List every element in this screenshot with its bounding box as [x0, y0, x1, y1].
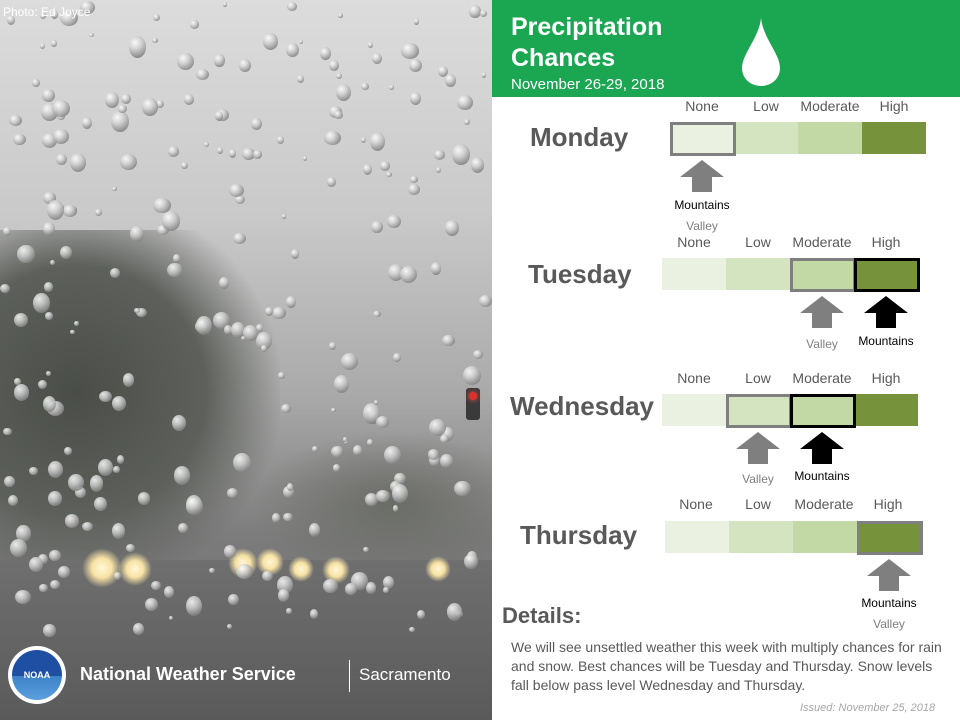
raindrop: [331, 446, 343, 457]
raindrop: [387, 215, 400, 228]
raindrop: [366, 582, 375, 593]
raindrop: [181, 162, 188, 169]
raindrop: [58, 566, 69, 578]
raindrop: [464, 119, 470, 125]
level-label: Moderate: [794, 496, 854, 512]
raindrop: [368, 42, 373, 48]
raindrop: [138, 492, 150, 504]
raindrop: [219, 277, 229, 289]
raindrop: [251, 118, 262, 130]
raindrop: [145, 598, 158, 611]
raindrop: [227, 488, 238, 498]
day-name: Tuesday: [528, 259, 632, 289]
raindrop: [111, 111, 129, 132]
raindrop: [133, 623, 144, 635]
page-title: Precipitation Chances: [511, 13, 663, 72]
raindrop: [229, 184, 244, 197]
raindrop: [464, 554, 478, 569]
raindrop: [118, 105, 127, 114]
area-label-valley: Valley: [873, 617, 905, 631]
raindrop: [47, 200, 64, 220]
raindrop: [431, 262, 441, 275]
raindrop: [361, 83, 369, 90]
raindrop: [386, 172, 392, 178]
road-blur: [0, 560, 492, 720]
raindrop: [480, 10, 487, 18]
raindrop: [367, 439, 373, 446]
raindrop: [353, 445, 363, 456]
raindrop: [0, 284, 10, 293]
area-label-mountains: Mountains: [858, 334, 914, 348]
raindrop: [196, 69, 209, 80]
raindrop: [440, 435, 448, 443]
raindrop: [129, 36, 147, 58]
raindrop: [10, 539, 28, 557]
raindrop: [414, 18, 420, 25]
raindrop: [299, 40, 303, 44]
raindrop: [65, 514, 79, 527]
raindrop: [153, 14, 160, 21]
raindrop: [434, 150, 445, 160]
raindrop: [282, 214, 286, 218]
level-cell-moderate: [798, 122, 862, 154]
raindrop: [376, 416, 389, 428]
level-cell-low: [729, 521, 793, 553]
raindrop: [204, 142, 209, 148]
raindrop: [278, 372, 284, 379]
raindrop: [38, 380, 47, 389]
raindrop: [184, 94, 195, 105]
raindrop: [463, 366, 481, 384]
raindrop: [64, 447, 72, 456]
raindrop: [410, 176, 418, 183]
raindrop: [389, 85, 394, 90]
raindrop: [126, 544, 135, 552]
raindrop: [239, 59, 251, 73]
raindrop: [153, 198, 170, 213]
level-cell-none: [662, 394, 726, 426]
noaa-logo: [8, 646, 66, 704]
raindrop: [9, 115, 22, 126]
traffic-light: [466, 388, 480, 420]
raindrop: [215, 111, 223, 121]
raindrop: [393, 353, 401, 362]
level-label: Moderate: [800, 98, 860, 114]
raindrop: [190, 20, 200, 29]
raindrop: [48, 491, 62, 506]
day-name: Thursday: [520, 520, 638, 550]
raindrop: [442, 335, 455, 347]
raindrop: [214, 54, 224, 66]
raindrop: [217, 147, 223, 155]
level-label: Low: [745, 370, 771, 386]
raindrop: [454, 481, 471, 497]
raindrop: [82, 522, 93, 531]
raindrop: [13, 134, 26, 145]
raindrop: [334, 375, 350, 393]
level-label: High: [879, 98, 909, 114]
raindrop: [243, 325, 258, 341]
up-arrow-icon: [800, 296, 844, 328]
raindrop: [363, 164, 372, 175]
raindrop: [49, 550, 60, 561]
selected-level-box: [790, 258, 856, 292]
raindrop: [209, 568, 215, 574]
raindrop: [380, 161, 391, 171]
raindrop: [262, 571, 272, 581]
raindrop: [29, 467, 38, 474]
raindrop: [383, 587, 389, 592]
raindrop: [90, 475, 103, 491]
raindrop: [410, 92, 422, 106]
raindrop: [440, 454, 452, 468]
raindrop: [117, 455, 124, 464]
raindrop: [186, 495, 202, 514]
selected-level-box: [854, 258, 920, 292]
raindrop: [43, 222, 54, 236]
area-label-mountains: Mountains: [794, 469, 850, 483]
raindrop: [233, 453, 251, 472]
level-label: High: [871, 370, 901, 386]
raindrop: [370, 132, 386, 151]
raindrop: [151, 581, 160, 590]
car-light: [425, 556, 451, 582]
raindrop: [471, 157, 485, 173]
raindrop: [333, 464, 340, 471]
raindrop: [177, 53, 193, 70]
raindrop: [178, 523, 188, 533]
raindrop: [287, 2, 297, 11]
raindrop: [120, 154, 136, 170]
raindrop: [95, 209, 102, 216]
raindrop: [327, 177, 337, 188]
raindrop: [361, 137, 366, 143]
raindrop: [371, 221, 383, 233]
raindrop: [46, 371, 51, 376]
agency-name: National Weather Service: [80, 664, 296, 684]
raindrop: [265, 307, 273, 316]
level-label: Moderate: [792, 234, 852, 250]
up-arrow-icon: [800, 432, 844, 464]
raindrop: [445, 220, 459, 235]
raindrop: [310, 609, 318, 619]
raindrop: [372, 53, 382, 64]
raindrop: [324, 131, 340, 145]
raindrop: [401, 43, 419, 59]
up-arrow-icon: [867, 559, 911, 591]
raindrop: [110, 268, 120, 278]
raindrop: [336, 84, 351, 101]
raindrop: [312, 446, 318, 452]
issued-date: Issued: November 25, 2018: [800, 702, 936, 714]
raindrop: [297, 75, 304, 83]
raindrop: [329, 342, 336, 350]
area-label-valley: Valley: [742, 472, 774, 486]
up-arrow-icon: [864, 296, 908, 328]
raindrop: [3, 428, 11, 436]
raindrop: [223, 2, 227, 6]
raindrop: [196, 316, 212, 335]
raindrop: [33, 293, 50, 313]
raindrop: [17, 245, 34, 263]
level-cell-none: [662, 258, 726, 290]
raindrop: [374, 400, 378, 404]
raindrop: [52, 100, 70, 117]
raindrop: [345, 583, 357, 594]
raindrop: [82, 117, 92, 129]
raindrop: [167, 263, 183, 277]
raindrop: [320, 47, 330, 60]
level-cell-high: [854, 394, 918, 426]
raindrop: [51, 40, 57, 47]
raindrop: [114, 572, 121, 580]
raindrop: [417, 610, 425, 619]
raindrop: [70, 153, 87, 172]
up-arrow-icon: [680, 160, 724, 192]
raindrop: [112, 187, 117, 192]
selected-level-box: [726, 394, 792, 428]
area-label-mountains: Mountains: [861, 596, 917, 610]
raindrop: [174, 466, 190, 484]
level-label: None: [677, 234, 711, 250]
raindrop: [303, 156, 307, 161]
level-cell-low: [734, 122, 798, 154]
raindrop: [452, 144, 470, 164]
raindrop: [43, 624, 55, 637]
raindrop: [263, 33, 278, 50]
raindrop: [331, 408, 336, 413]
raindrop: [168, 146, 180, 157]
level-cell-low: [726, 258, 790, 290]
raindrop: [63, 205, 77, 217]
level-cell-none: [665, 521, 729, 553]
raindrop: [98, 459, 113, 476]
level-label: High: [871, 234, 901, 250]
noaa-logo-text: NOAA: [23, 670, 51, 680]
up-arrow-icon: [736, 432, 780, 464]
level-label: Low: [745, 496, 771, 512]
raindrop: [123, 373, 135, 387]
car-light: [288, 556, 314, 582]
date-range: November 26-29, 2018: [511, 76, 665, 93]
raindrop: [482, 72, 487, 77]
raindrop: [32, 79, 39, 87]
raindrop: [112, 523, 125, 539]
car-light: [118, 552, 152, 586]
raindrop: [469, 5, 480, 19]
raindrop: [338, 13, 342, 17]
raindrop: [70, 330, 74, 334]
raindrop: [272, 307, 285, 319]
raindrop: [14, 384, 30, 401]
raindrop: [53, 129, 69, 144]
raindrop: [253, 150, 262, 158]
area-label-valley: Valley: [686, 219, 718, 233]
raindrop: [281, 404, 291, 413]
raindrop: [40, 43, 45, 49]
details-text: We will see unsettled weather this week with multiply chances for rain and snow. Best chances will be Tuesday and Thursday. Snow levels fall below pass level Wednesday and Thursday.: [511, 639, 942, 693]
raindrop: [373, 311, 381, 318]
raindrop: [56, 154, 67, 166]
level-cell-moderate: [793, 521, 857, 553]
raindrop: [162, 211, 179, 230]
raindrop: [334, 111, 343, 119]
trees-blur: [0, 230, 280, 590]
area-label-mountains: Mountains: [674, 198, 730, 212]
raindrop: [336, 73, 342, 79]
raindrop: [44, 282, 53, 292]
footer-divider: [349, 660, 350, 692]
selected-level-box: [790, 394, 856, 428]
raindrop: [278, 589, 289, 602]
raindrop: [400, 266, 417, 283]
day-name: Monday: [530, 122, 629, 152]
raindrop: [15, 590, 31, 604]
level-label: None: [685, 98, 719, 114]
raindrop: [152, 38, 158, 43]
raindrop: [39, 584, 48, 593]
raindrop: [408, 184, 420, 195]
car-light: [82, 548, 122, 588]
level-label: Low: [753, 98, 779, 114]
raindrop: [323, 579, 338, 593]
raindrop: [277, 136, 284, 144]
level-label: Moderate: [792, 370, 852, 386]
header-banner: [492, 0, 960, 97]
raindrop: [89, 33, 94, 38]
raindrop: [341, 353, 358, 370]
level-cell-high: [862, 122, 926, 154]
details-heading: Details:: [502, 603, 582, 628]
level-label: None: [677, 370, 711, 386]
raindrop: [473, 350, 483, 359]
selected-level-box: [857, 521, 923, 555]
raindrop: [60, 246, 72, 259]
raindrop: [105, 92, 118, 108]
raindrop: [445, 74, 456, 87]
level-label: High: [873, 496, 903, 512]
selected-level-box: [670, 122, 736, 156]
office-name: Sacramento: [359, 665, 451, 684]
raindrop: [291, 249, 299, 259]
photo-credit: Photo: Ed Joyce: [3, 5, 91, 19]
raindrop: [436, 167, 442, 174]
raindrop: [392, 484, 408, 503]
raindrop: [329, 60, 340, 71]
level-label: None: [679, 496, 713, 512]
raindrop: [227, 624, 232, 629]
raindrop: [428, 449, 439, 460]
raindrop: [286, 43, 298, 57]
raindrop: [45, 312, 53, 320]
raindrop: [447, 603, 462, 621]
raindrop: [112, 396, 126, 411]
raindrop-icon: [740, 16, 782, 88]
raindrop: [42, 89, 55, 102]
area-label-valley: Valley: [806, 337, 838, 351]
raindrop: [457, 95, 472, 110]
raindrop: [50, 580, 60, 589]
raindrop: [229, 149, 236, 158]
raindrop: [48, 461, 63, 478]
raindrop: [142, 98, 158, 115]
day-name: Wednesday: [510, 391, 655, 421]
raindrop: [409, 59, 422, 72]
raindrop: [286, 296, 296, 308]
level-label: Low: [745, 234, 771, 250]
raindrop: [14, 313, 28, 327]
raindrop: [121, 94, 131, 104]
raindrop: [479, 295, 492, 307]
